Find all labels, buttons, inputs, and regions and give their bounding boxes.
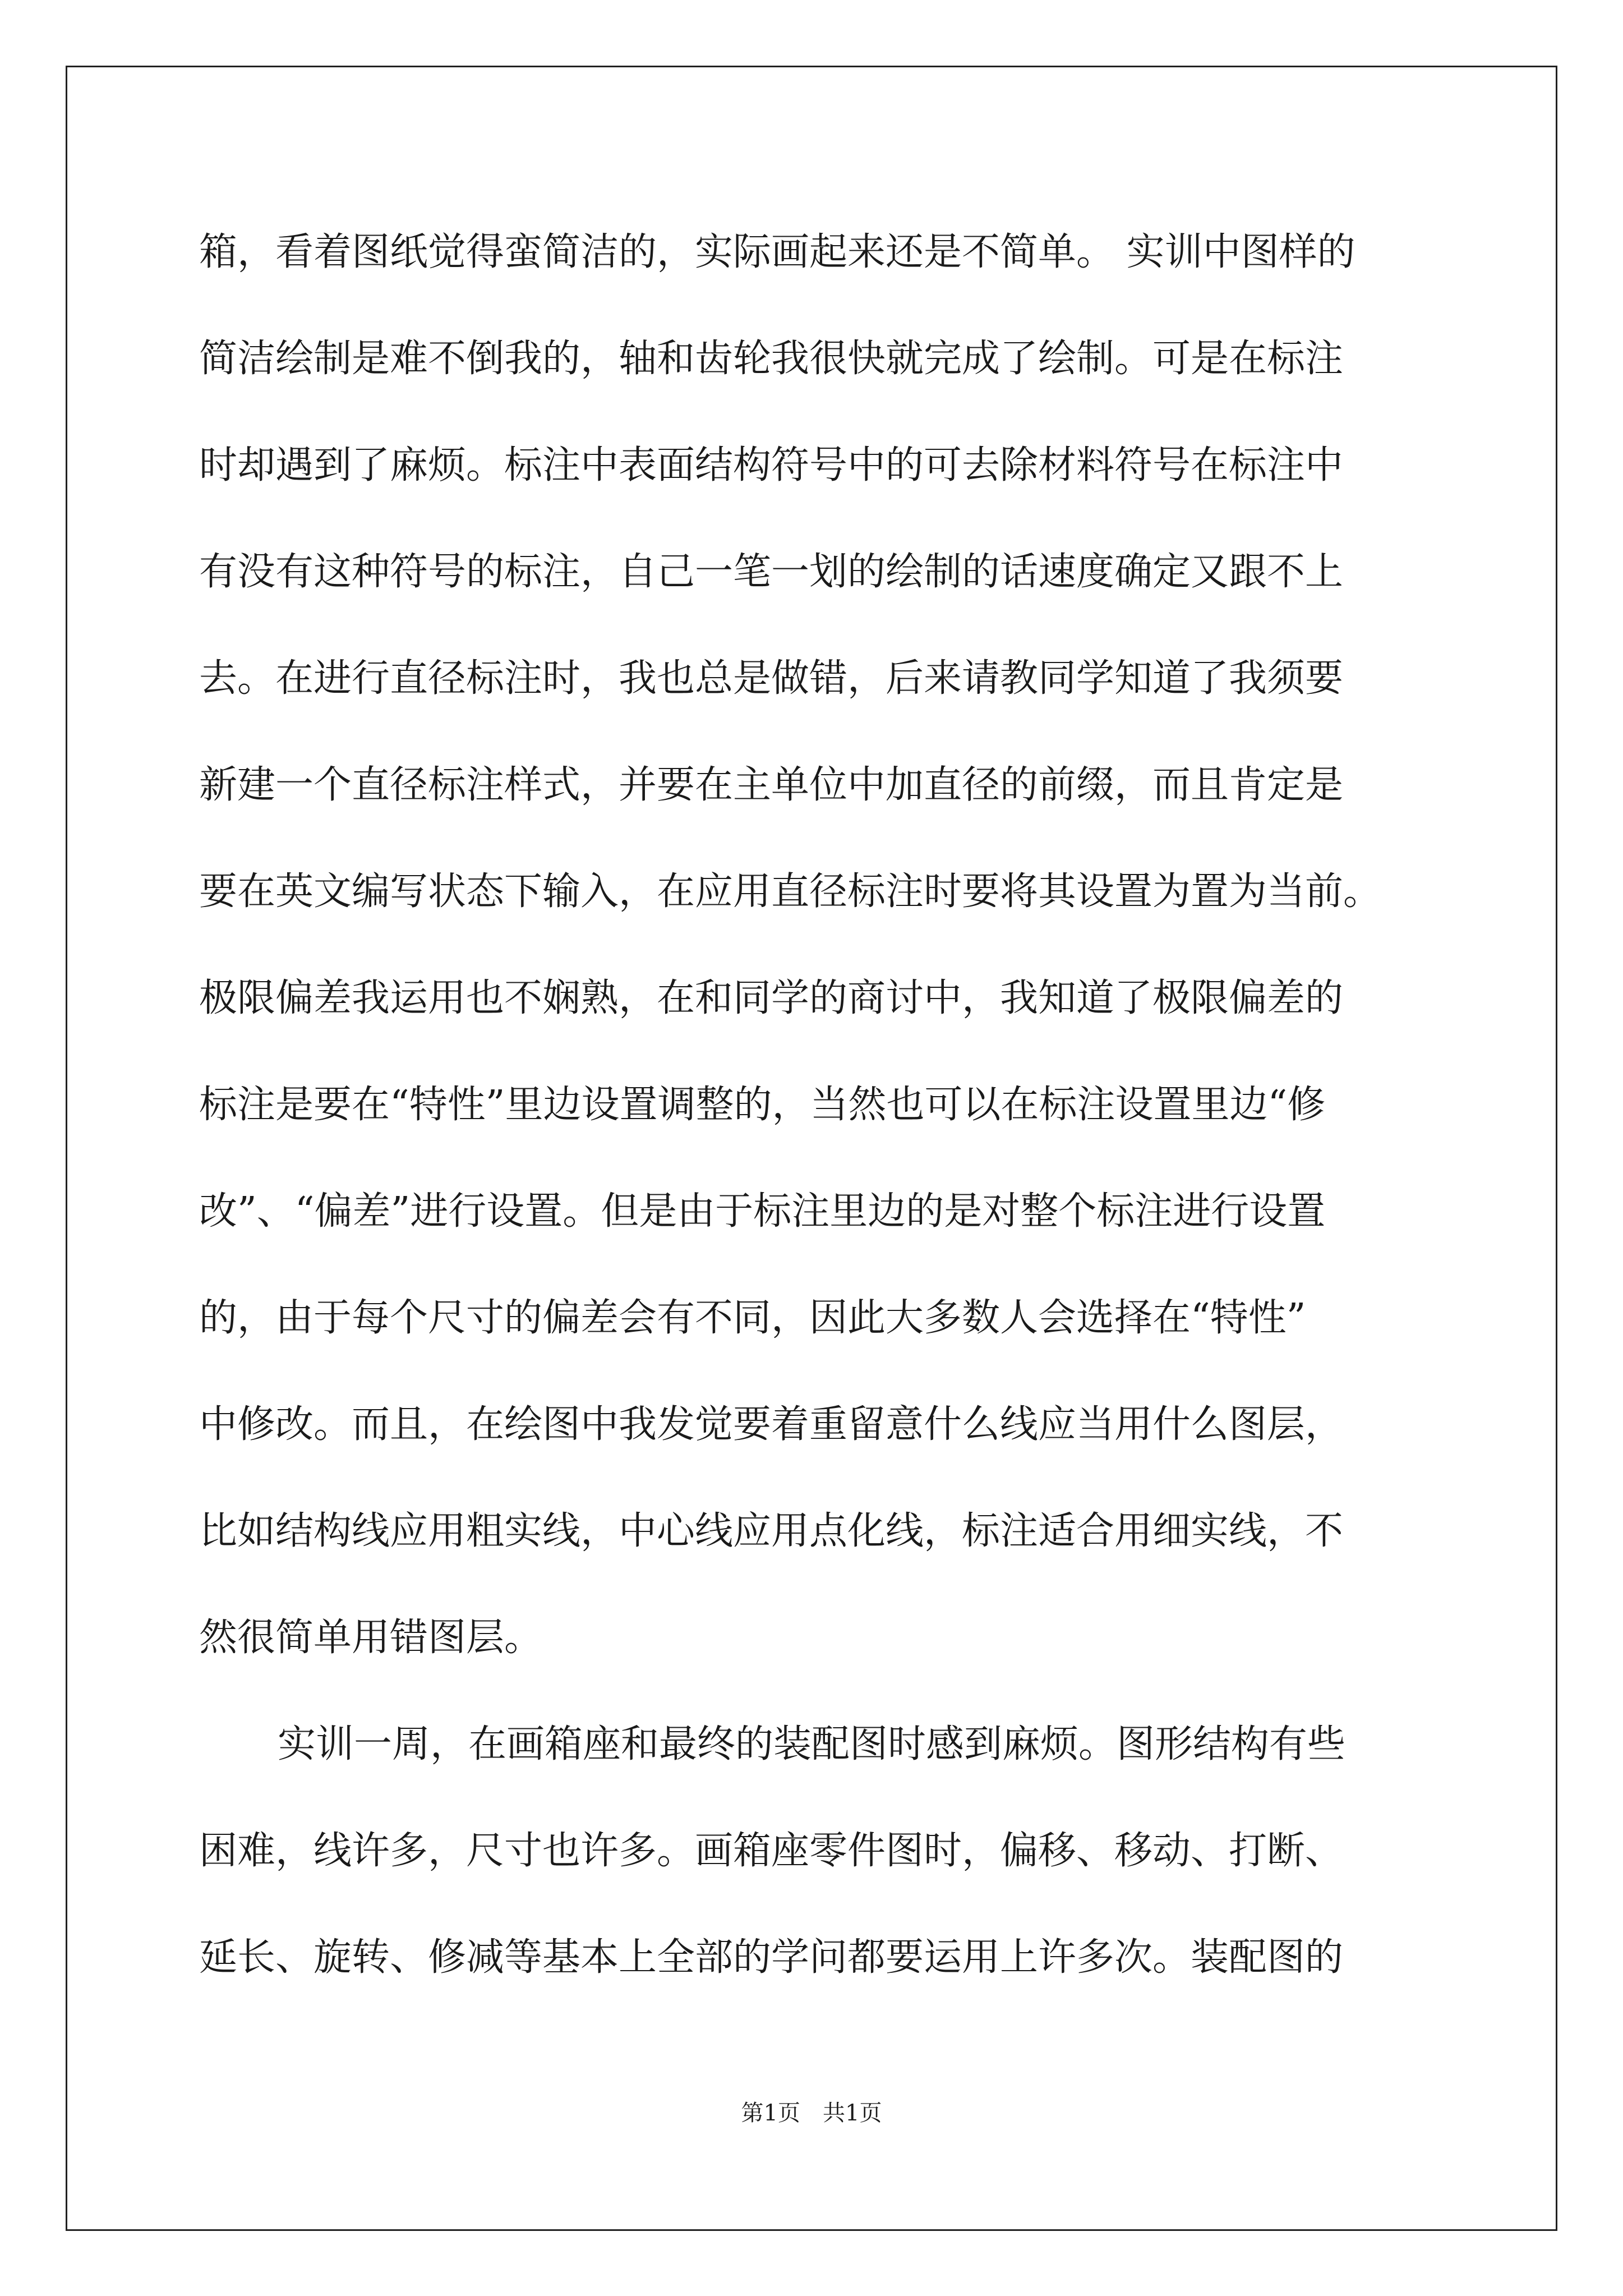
text-line: 有没有这种符号的标注，自己一笔一划的绘制的话速度确定又跟不上 (199, 550, 1344, 594)
page-footer: 第1页 共1页 (741, 2100, 882, 2126)
text-line: 困难，线许多，尺寸也许多。画箱座零件图时，偏移、移动、打断、 (199, 1829, 1344, 1873)
text-line: 去。在进行直径标注时，我也总是做错，后来请教同学知道了我须要 (199, 656, 1344, 701)
text-line: 比如结构线应用粗实线，中心线应用点化线，标注适合用细实线，不 (199, 1509, 1344, 1553)
text-line: 时却遇到了麻烦。标注中表面结构符号中的可去除材料符号在标注中 (199, 443, 1344, 487)
document-body (199, 222, 1427, 2033)
text-line: 改”、“偏差”进行设置。但是由于标注里边的是对整个标注进行设置 (199, 1189, 1326, 1234)
paragraph-start-line: 实训一周，在画箱座和最终的装配图时感到麻烦。图形结构有些 (278, 1722, 1346, 1766)
text-line: 要在英文编写状态下输入，在应用直径标注时要将其设置为置为当前。 (199, 869, 1382, 914)
text-line: 箱，看着图纸觉得蛮简洁的，实际画起来还是不简单。 实训中图样的 (199, 230, 1355, 274)
text-line: 延长、旋转、修减等基本上全部的学问都要运用上许多次。装配图的 (199, 1935, 1344, 1980)
text-line: 然很简单用错图层。 (199, 1616, 543, 1660)
text-line: 简洁绘制是难不倒我的，轴和齿轮我很快就完成了绘制。可是在标注 (199, 337, 1344, 381)
text-line: 中修改。而且，在绘图中我发觉要着重留意什么线应当用什么图层， (199, 1402, 1344, 1447)
text-line: 新建一个直径标注样式，并要在主单位中加直径的前缀，而且肯定是 (199, 763, 1344, 807)
text-line: 的，由于每个尺寸的偏差会有不同，因此大多数人会选择在“特性” (199, 1296, 1306, 1340)
text-line: 极限偏差我运用也不娴熟，在和同学的商讨中，我知道了极限偏差的 (199, 976, 1344, 1020)
text-line: 标注是要在“特性”里边设置调整的，当然也可以在标注设置里边“修 (199, 1083, 1326, 1127)
